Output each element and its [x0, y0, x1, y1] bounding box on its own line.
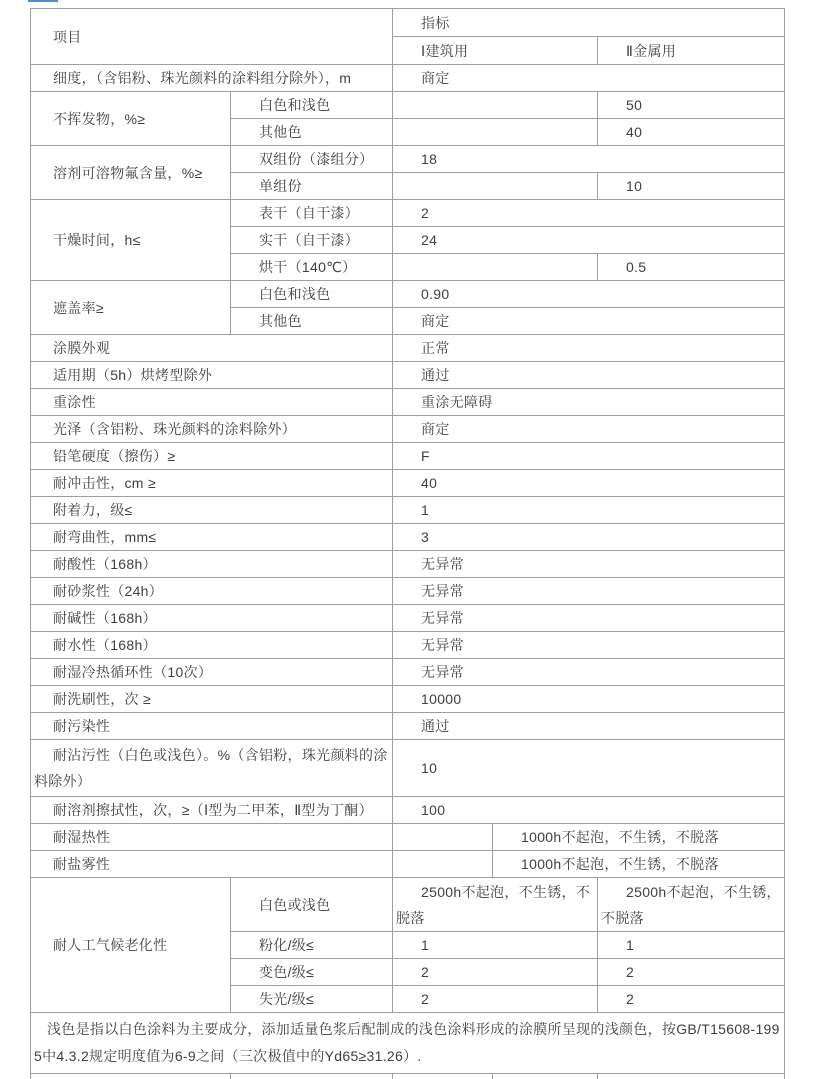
header-item: 项目 — [31, 9, 393, 65]
row-label: 铅笔硬度（擦伤）≥ — [31, 443, 393, 470]
paint-spec-table — [30, 8, 785, 1079]
value-span: 10000 — [393, 686, 785, 713]
row-fineness-value: 商定 — [393, 65, 785, 92]
header-indicator: 指标 — [393, 9, 785, 37]
value-span: 3 — [393, 524, 785, 551]
value-span: 10 — [393, 740, 785, 797]
empty-cell — [393, 851, 493, 878]
sub-label: 其他色 — [231, 308, 393, 335]
value-metal: 1 — [598, 932, 785, 959]
row-solvent-rub-label: 耐溶剂擦拭性，次，≥（Ⅰ型为二甲苯，Ⅱ型为丁酮） — [31, 797, 393, 824]
value-span: 无异常 — [393, 632, 785, 659]
row-drying-label: 干燥时间，h≤ — [31, 200, 231, 281]
value-span: 无异常 — [393, 551, 785, 578]
row-label: 光泽（含铝粉、珠光颜料的涂料除外） — [31, 416, 393, 443]
value-metal: 40 — [598, 119, 785, 146]
empty-cell — [393, 119, 598, 146]
row-salt-spray-label: 耐盐雾性 — [31, 851, 393, 878]
value-span: F — [393, 443, 785, 470]
value-building: 2 — [393, 959, 598, 986]
value-span: 0.90 — [393, 281, 785, 308]
sub-label: 双组份（漆组分） — [231, 146, 393, 173]
value-span: 无异常 — [393, 605, 785, 632]
empty-cell — [31, 1074, 231, 1079]
row-label: 耐酸性（168h） — [31, 551, 393, 578]
value-metal: 2500h不起泡，不生锈，不脱落 — [598, 878, 785, 932]
value-building: 2500h不起泡，不生锈，不脱落 — [393, 878, 598, 932]
row-label: 耐湿冷热循环性（10次） — [31, 659, 393, 686]
value-building: 1 — [393, 932, 598, 959]
row-label: 耐洗刷性，次 ≥ — [31, 686, 393, 713]
row-fineness-label: 细度，（含铝粉、珠光颜料的涂料组分除外），m — [31, 65, 393, 92]
header-col-building: Ⅰ建筑用 — [393, 37, 598, 65]
sub-label: 失光/级≤ — [231, 986, 393, 1013]
sub-label: 粉化/级≤ — [231, 932, 393, 959]
row-label: 耐水性（168h） — [31, 632, 393, 659]
value-span: 商定 — [393, 416, 785, 443]
row-damp-heat-value: 1000h不起泡，不生锈，不脱落 — [493, 824, 785, 851]
sub-label: 白色和浅色 — [231, 281, 393, 308]
row-label: 耐碱性（168h） — [31, 605, 393, 632]
empty-cell — [393, 173, 598, 200]
value-metal: 0.5 — [598, 254, 785, 281]
row-stain-resistance-label: 耐沾污性（白色或浅色）。%（含铝粉，珠光颜料的涂料除外） — [31, 740, 393, 797]
value-metal: 2 — [598, 959, 785, 986]
row-label: 耐污染性 — [31, 713, 393, 740]
value-metal: 10 — [598, 173, 785, 200]
value-span: 100 — [393, 797, 785, 824]
sub-label: 烘干（140℃） — [231, 254, 393, 281]
sub-label: 变色/级≤ — [231, 959, 393, 986]
empty-cell — [231, 1074, 393, 1079]
value-span: 1 — [393, 497, 785, 524]
value-span: 商定 — [393, 308, 785, 335]
value-span: 24 — [393, 227, 785, 254]
value-span: 重涂无障碍 — [393, 389, 785, 416]
footnote: 浅色是指以白色涂料为主要成分，添加适量色浆后配制成的浅色涂料形成的涂膜所呈现的浅颜色，按GB/T15608-1995中4.3.2规定明度值为6-9之间（三次极值中的Yd65≥31.26）. — [31, 1013, 785, 1074]
value-span: 通过 — [393, 713, 785, 740]
value-span: 无异常 — [393, 659, 785, 686]
row-fluorine-label: 溶剂可溶物氟含量，%≥ — [31, 146, 231, 200]
sub-label: 表干（自干漆） — [231, 200, 393, 227]
empty-cell — [393, 824, 493, 851]
empty-cell — [493, 1074, 598, 1079]
value-span: 无异常 — [393, 578, 785, 605]
sub-label: 实干（自干漆） — [231, 227, 393, 254]
row-label: 耐弯曲性，mm≤ — [31, 524, 393, 551]
row-salt-spray-value: 1000h不起泡，不生锈，不脱落 — [493, 851, 785, 878]
row-hiding-label: 遮盖率≥ — [31, 281, 231, 335]
row-label: 耐冲击性，cm ≥ — [31, 470, 393, 497]
row-label: 附着力，级≤ — [31, 497, 393, 524]
sub-label: 单组份 — [231, 173, 393, 200]
value-span: 40 — [393, 470, 785, 497]
value-metal: 50 — [598, 92, 785, 119]
cropped-link-fragment — [28, 0, 58, 2]
row-damp-heat-label: 耐湿热性 — [31, 824, 393, 851]
sub-label: 白色或浅色 — [231, 878, 393, 932]
value-span: 2 — [393, 200, 785, 227]
sub-label: 白色和浅色 — [231, 92, 393, 119]
empty-cell — [393, 254, 598, 281]
row-label: 耐砂浆性（24h） — [31, 578, 393, 605]
value-span: 18 — [393, 146, 785, 173]
row-label: 适用期（5h）烘烤型除外 — [31, 362, 393, 389]
empty-cell — [393, 1074, 493, 1079]
row-weathering-label: 耐人工气候老化性 — [31, 878, 231, 1013]
empty-cell — [598, 1074, 785, 1079]
row-label: 涂膜外观 — [31, 335, 393, 362]
value-span: 正常 — [393, 335, 785, 362]
row-label: 重涂性 — [31, 389, 393, 416]
row-nonvolatile-label: 不挥发物，%≥ — [31, 92, 231, 146]
value-span: 通过 — [393, 362, 785, 389]
spec-table-container — [30, 8, 785, 1079]
empty-cell — [393, 92, 598, 119]
header-col-metal: Ⅱ金属用 — [598, 37, 785, 65]
sub-label: 其他色 — [231, 119, 393, 146]
value-building: 2 — [393, 986, 598, 1013]
value-metal: 2 — [598, 986, 785, 1013]
